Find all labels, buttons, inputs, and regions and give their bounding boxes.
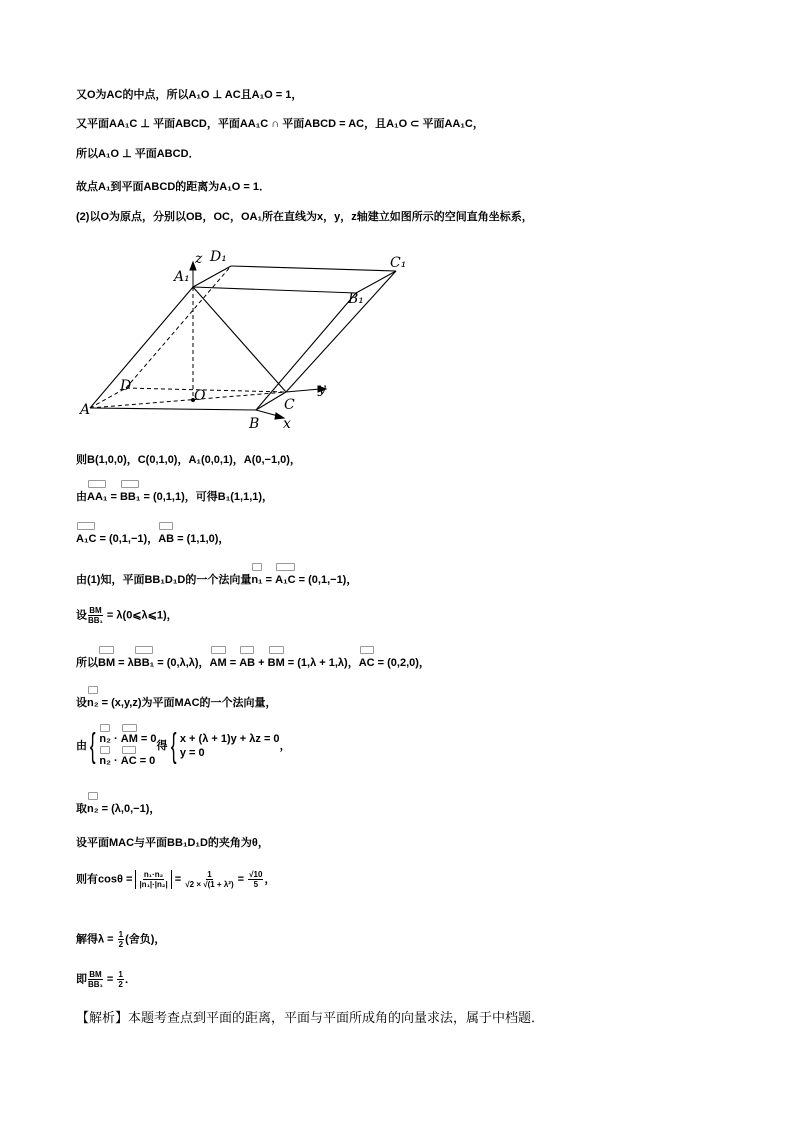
text-line-17 <box>76 930 165 949</box>
text-line-18 <box>76 970 136 989</box>
text-value: = λ(0⩽λ⩽1)， <box>103 609 178 622</box>
label-b1: B₁ <box>348 291 364 307</box>
label-y: y <box>318 381 326 397</box>
text-line-16 <box>76 870 275 889</box>
equation-row-1: x + (λ + 1)y + λz = 0 <box>179 733 280 745</box>
text-prefix: 设 <box>76 609 87 622</box>
text-prefix: 设 <box>76 697 87 709</box>
edge-a1-d1 <box>193 266 231 287</box>
equals: = <box>226 657 240 669</box>
vector-n2: n₂ <box>99 724 111 746</box>
edge-c-c1 <box>286 271 396 392</box>
vector-n1: n₁ <box>251 563 262 589</box>
text-line-5: (2)以O为原点，分别以OB，OC，OA₁所在直线为x，y，z轴建立如图所示的空间直角坐标系， <box>76 211 533 223</box>
denominator: √2 × √(1 + λ²) <box>185 880 234 889</box>
denominator: 2 <box>118 940 124 949</box>
vector-a1c: A₁C <box>76 522 96 548</box>
diag-a1-c <box>193 287 286 392</box>
vector-n2: n₂ <box>99 746 111 768</box>
fraction-result <box>248 870 263 889</box>
label-c: C <box>284 397 295 413</box>
text-line-12 <box>76 686 277 712</box>
label-b: B <box>249 416 260 432</box>
equals: = <box>234 873 248 886</box>
equals: = <box>103 973 117 986</box>
x-axis <box>256 410 278 416</box>
comma: ， <box>279 739 291 752</box>
text-value: = (0,1,−1)， <box>295 574 358 586</box>
label-d1: D₁ <box>210 249 227 265</box>
label-o: O <box>194 388 206 404</box>
edge-d1-c1 <box>231 266 396 271</box>
numerator: 1 <box>118 930 124 939</box>
text-prefix: 即 <box>76 973 87 986</box>
vector-n2: n₂ <box>87 792 99 818</box>
edge-b-c <box>256 392 286 410</box>
period: ． <box>124 973 136 986</box>
text-line-4: 故点A₁到平面ABCD的距离为A₁O = 1． <box>76 181 270 193</box>
text-lambda: = λ <box>115 657 134 669</box>
label-d: D <box>120 378 132 394</box>
vector-ac: AC <box>121 746 137 768</box>
vector-bb1: BB₁ <box>134 646 154 672</box>
vector-am: AM <box>121 724 138 746</box>
label-a: A <box>80 402 91 418</box>
text-line-13 <box>76 724 291 768</box>
left-brace: { <box>89 727 96 765</box>
vector-ac: AC <box>359 646 375 672</box>
text-value: = (1,1,0)， <box>174 533 230 545</box>
text-line-1: 又O为AC的中点，所以A₁O ⊥ AC且A₁O = 1， <box>76 89 303 101</box>
equals-zero: = 0 <box>137 733 157 745</box>
label-a1: A₁ <box>174 269 190 285</box>
diag-a-c <box>90 392 286 408</box>
text-you: 由 <box>76 491 87 503</box>
left-brace: { <box>170 727 177 765</box>
text-value: (舍负)， <box>125 933 166 946</box>
numerator: BM <box>89 606 102 615</box>
numerator: BM <box>89 970 102 979</box>
text-line-3: 所以A₁O ⊥ 平面ABCD． <box>76 148 200 160</box>
text-value: = (0,λ,λ)， <box>154 657 210 669</box>
vector-bm: BM <box>98 646 115 672</box>
text-line-11 <box>76 646 430 672</box>
label-z: z <box>195 251 203 267</box>
plus: + <box>255 657 268 669</box>
label-c1: C₁ <box>390 255 407 271</box>
text-line-10 <box>76 606 178 625</box>
text-line-15: 设平面MAC与平面BB₁D₁D的夹角为θ， <box>76 837 269 849</box>
text-line-9 <box>76 563 357 589</box>
condition-row-1 <box>99 724 156 746</box>
fraction-cos <box>139 870 167 889</box>
equals: = <box>262 574 276 586</box>
dot: · <box>110 755 121 767</box>
vector-am: AM <box>210 646 227 672</box>
edge-a-a1 <box>90 287 193 408</box>
edge-a-b <box>90 408 256 410</box>
fraction-bm-bb1 <box>88 970 103 989</box>
text-line-7 <box>76 480 273 506</box>
edge-d-c <box>126 388 286 392</box>
dot: · <box>110 733 121 745</box>
text-prefix: 由 <box>76 739 87 752</box>
analysis-note: 【解析】本题考查点到平面的距离，平面与平面所成角的向量求法，属于中档题． <box>76 1011 545 1026</box>
edge-b-b1 <box>256 293 356 410</box>
text-value: = (0,1,−1)， <box>96 533 159 545</box>
text-value: = (λ,0,−1)， <box>98 803 161 815</box>
vector-aa1: AA₁ <box>87 480 107 506</box>
text-value: = (0,2,0)， <box>374 657 430 669</box>
equals: = <box>171 873 185 886</box>
text-de: 得 <box>156 739 168 752</box>
vector-n2: n₂ <box>87 686 99 712</box>
condition-system <box>87 724 157 768</box>
text-prefix: 解得λ = <box>76 933 117 946</box>
text-line-14 <box>76 792 160 818</box>
absolute-value <box>135 870 171 889</box>
denominator: BB₁ <box>88 980 103 989</box>
denominator: BB₁ <box>88 616 103 625</box>
equals: = <box>107 491 120 503</box>
numerator: 1 <box>118 970 123 979</box>
text-line-8 <box>76 522 229 548</box>
text-value: = (x,y,z)为平面MAC的一个法向量， <box>98 697 277 709</box>
vector-bb1: BB₁ <box>120 480 140 506</box>
edge-c1-b1 <box>356 271 396 293</box>
text-prefix: 取 <box>76 803 87 815</box>
parallelepiped-figure <box>76 238 436 438</box>
label-x: x <box>283 416 291 432</box>
denominator: 2 <box>118 980 123 989</box>
text-prefix: 所以 <box>76 657 98 669</box>
fraction-root <box>185 870 233 889</box>
denominator: 5 <box>253 880 259 889</box>
text-value: = (0,1,1)，可得B₁(1,1,1)， <box>140 491 274 503</box>
comma: ， <box>264 873 276 886</box>
text-line-2: 又平面AA₁C ⊥ 平面ABCD，平面AA₁C ∩ 平面ABCD = AC，且A₁O ⊂ 平面AA₁C， <box>76 118 484 130</box>
vector-a1c: A₁C <box>275 563 295 589</box>
numerator: 1 <box>207 870 212 879</box>
vector-ab: AB <box>239 646 255 672</box>
equals-zero: = 0 <box>136 755 156 767</box>
numerator: n₁·n₂ <box>143 870 164 879</box>
vector-bm: BM <box>268 646 285 672</box>
y-axis <box>286 389 320 392</box>
vector-ab: AB <box>158 522 174 548</box>
condition-row-2 <box>99 746 156 768</box>
text-value: = (1,λ + 1,λ)， <box>284 657 359 669</box>
text-prefix: 由(1)知，平面BB₁D₁D的一个法向量 <box>76 574 252 586</box>
fraction-bm-bb1 <box>88 606 103 625</box>
equation-system <box>168 729 280 763</box>
fraction-half <box>118 930 124 949</box>
text-prefix: 则有cosθ = <box>76 873 136 886</box>
edge-b1-a1 <box>193 287 356 293</box>
text-line-6: 则B(1,0,0)，C(0,1,0)，A₁(0,0,1)，A(0,−1,0)， <box>76 454 301 466</box>
equation-row-2: y = 0 <box>179 747 205 759</box>
numerator: √10 <box>249 870 263 879</box>
denominator: |n₁|·|n₂| <box>139 880 168 889</box>
fraction-half <box>117 970 123 989</box>
